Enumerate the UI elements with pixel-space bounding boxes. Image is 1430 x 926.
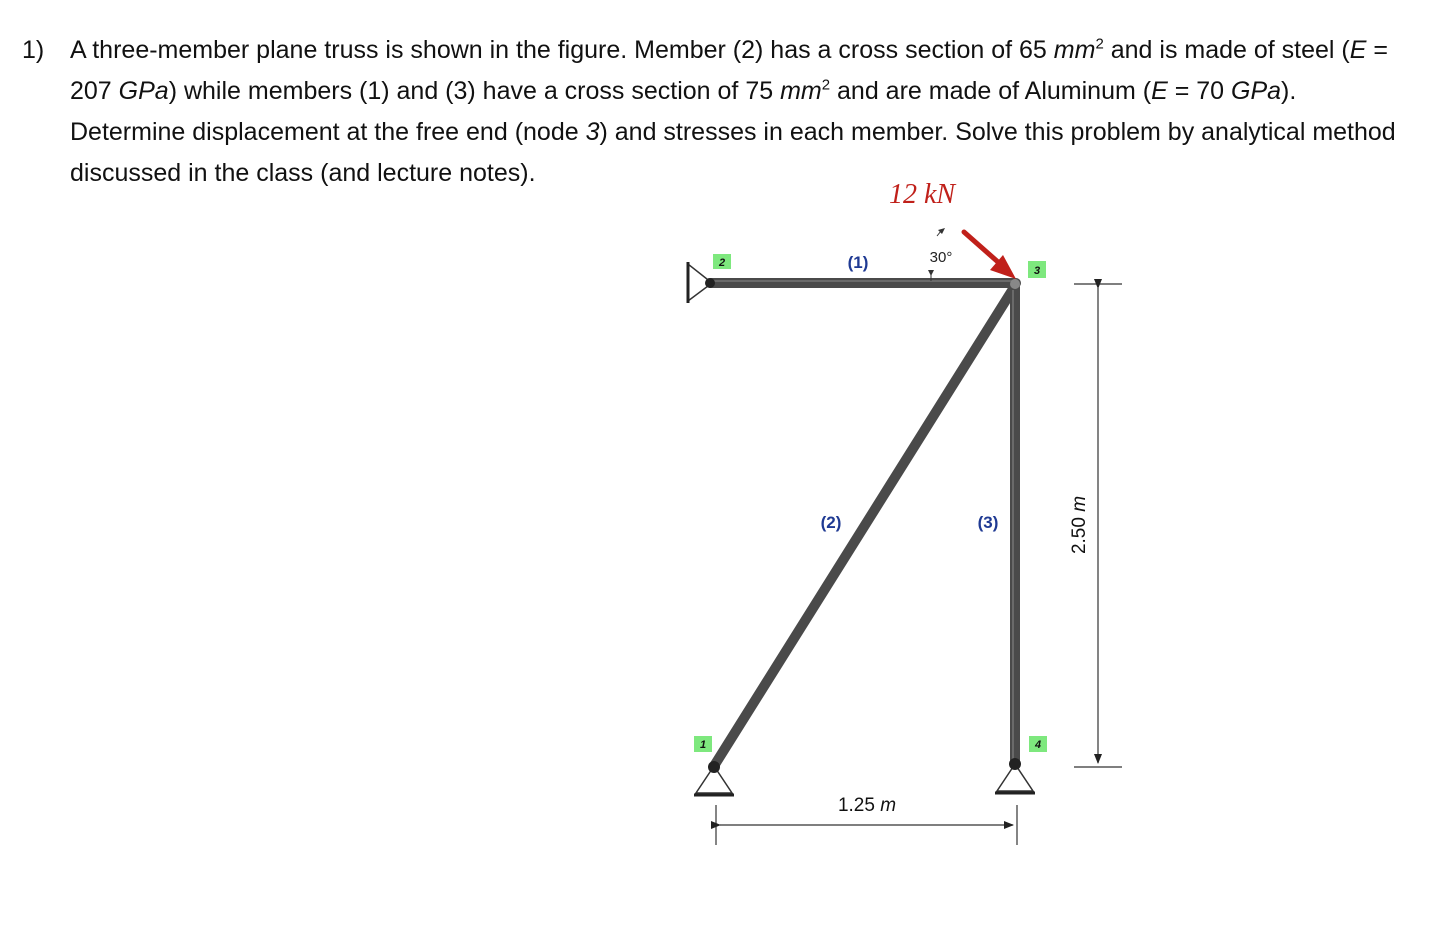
node-label-1: 1 — [699, 739, 707, 751]
text-run: = 70 — [1167, 77, 1232, 105]
text-run: mm — [780, 77, 822, 105]
node-4-support — [995, 758, 1035, 793]
node-badges — [694, 254, 1047, 752]
horizontal-dimension-label — [838, 795, 896, 816]
node-label-2: 2 — [718, 257, 726, 269]
angle-label: 30° — [929, 249, 953, 266]
node-3-joint — [1010, 279, 1020, 289]
member-2 — [714, 289, 1013, 766]
text-run: = 207 — [70, 36, 1388, 105]
node-pin — [705, 278, 715, 288]
load-arrow-shaft — [964, 232, 998, 262]
text-run: GPa — [1231, 77, 1282, 105]
text-run: A three-member plane truss is shown in the figure. Member (2) has a cross section of 65 — [70, 36, 1054, 64]
dim-value: 2.50 — [1069, 511, 1090, 555]
node-label-3: 3 — [1033, 265, 1041, 277]
problem-number: 1) — [22, 36, 45, 64]
text-run: mm — [1053, 36, 1096, 64]
load-label: 12 kN — [888, 179, 956, 210]
text-run: ) while members (1) and (3) have a cross section of 75 — [168, 77, 781, 105]
node-2-support — [688, 262, 715, 303]
member-label-3: (3) — [977, 513, 999, 532]
node-pin — [1009, 758, 1021, 770]
dim-unit: m — [1069, 495, 1090, 512]
text-run: ). Determine displacement at the free end (node — [70, 77, 1297, 146]
node-label-4: 4 — [1034, 739, 1042, 751]
text-run: E — [1349, 36, 1367, 64]
member-label-2: (2) — [820, 513, 842, 532]
text-run: 2 — [821, 76, 831, 94]
angle-arrowhead — [928, 270, 934, 276]
vertical-dimension-label — [1069, 496, 1090, 554]
truss-members — [710, 283, 1016, 766]
member-label-1: (1) — [847, 253, 869, 272]
node-1-support — [694, 761, 734, 795]
dimension-lines — [716, 284, 1122, 845]
dim-value: 1.25 — [837, 795, 881, 816]
text-run: GPa — [118, 77, 169, 105]
text-run: and is made of steel ( — [1103, 36, 1350, 64]
load-arrow — [964, 232, 1016, 279]
text-run: and are made of Aluminum ( — [830, 77, 1152, 105]
node-pin — [708, 761, 720, 773]
text-run: 3 — [585, 118, 600, 146]
dim-unit: m — [880, 795, 897, 816]
text-run: ) and stresses in each member. Solve this problem by analytical method discussed in the class (and lecture notes). — [70, 118, 1396, 187]
text-run: E — [1151, 77, 1168, 105]
text-run: 2 — [1095, 35, 1104, 53]
member-labels — [821, 253, 999, 532]
